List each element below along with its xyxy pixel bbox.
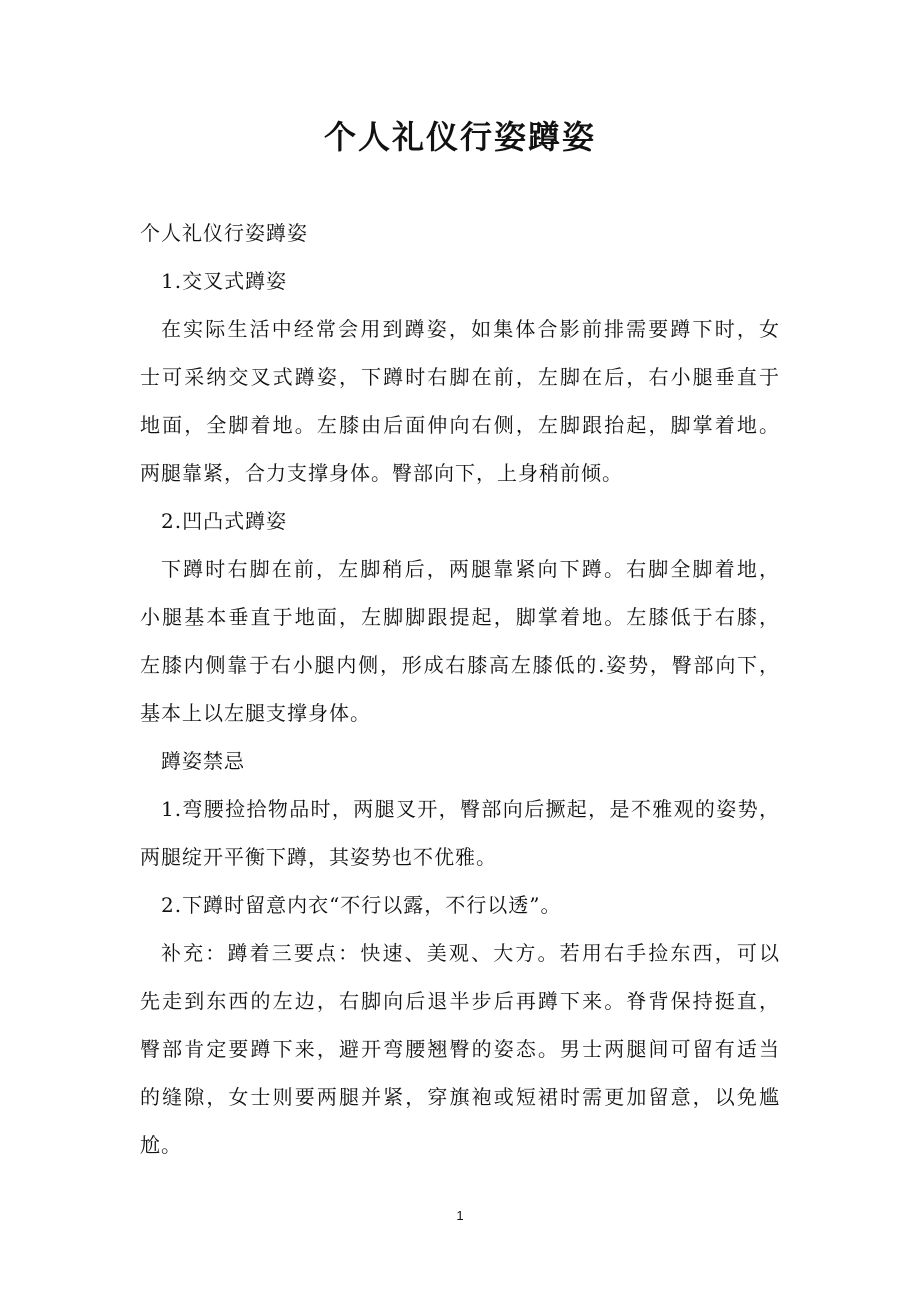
- document-title: 个人礼仪行姿蹲姿: [323, 118, 596, 156]
- text-line: 1.交叉式蹲姿: [161, 269, 288, 293]
- text-line: 尬。: [140, 1133, 182, 1157]
- text-line: 士可采纳交叉式蹲姿，下蹲时右脚在前，左脚在后，右小腿垂直于: [140, 365, 780, 389]
- text-line: 的缝隙，女士则要两腿并紧，穿旗袍或短裙时需更加留意，以免尴: [140, 1085, 780, 1109]
- text-line: 1.弯腰捡拾物品时，两腿叉开，臀部向后撅起，是不雅观的姿势，: [161, 797, 780, 821]
- text-line: 个人礼仪行姿蹲姿: [140, 221, 308, 245]
- paragraph: [140, 209, 780, 257]
- text-line: 下蹲时右脚在前，左脚稍后，两腿靠紧向下蹲。右脚全脚着地，: [161, 557, 780, 581]
- text-line: 补充：蹲着三要点：快速、美观、大方。若用右手捡东西，可以: [161, 941, 780, 965]
- paragraph: [140, 785, 780, 881]
- text-line: 蹲姿禁忌: [161, 749, 245, 773]
- text-line: 基本上以左腿支撑身体。: [140, 701, 371, 725]
- text-line: 臀部肯定要蹲下来，避开弯腰翘臀的姿态。男士两腿间可留有适当: [140, 1037, 780, 1061]
- paragraph: [140, 737, 780, 785]
- text-line: 2.凹凸式蹲姿: [161, 509, 288, 533]
- document-body: [140, 209, 780, 1169]
- paragraph: [140, 257, 780, 305]
- text-line: 两腿绽开平衡下蹲，其姿势也不优雅。: [140, 845, 497, 869]
- paragraph: [140, 881, 780, 929]
- text-line: 2.下蹲时留意内衣“不行以露，不行以透”。: [161, 893, 562, 917]
- paragraph: [140, 305, 780, 497]
- text-line: 先走到东西的左边，右脚向后退半步后再蹲下来。脊背保持挺直，: [140, 989, 780, 1013]
- paragraph: [140, 929, 780, 1169]
- text-line: 左膝内侧靠于右小腿内侧，形成右膝高左膝低的.姿势，臀部向下，: [140, 653, 780, 677]
- text-line: 两腿靠紧，合力支撑身体。臀部向下，上身稍前倾。: [140, 461, 623, 485]
- page-number: 1: [456, 1208, 464, 1223]
- paragraph: [140, 545, 780, 737]
- text-line: 小腿基本垂直于地面，左脚脚跟提起，脚掌着地。左膝低于右膝，: [140, 605, 780, 629]
- paragraph: [140, 497, 780, 545]
- text-line: 地面，全脚着地。左膝由后面伸向右侧，左脚跟抬起，脚掌着地。: [140, 413, 780, 437]
- text-line: 在实际生活中经常会用到蹲姿，如集体合影前排需要蹲下时，女: [161, 317, 780, 341]
